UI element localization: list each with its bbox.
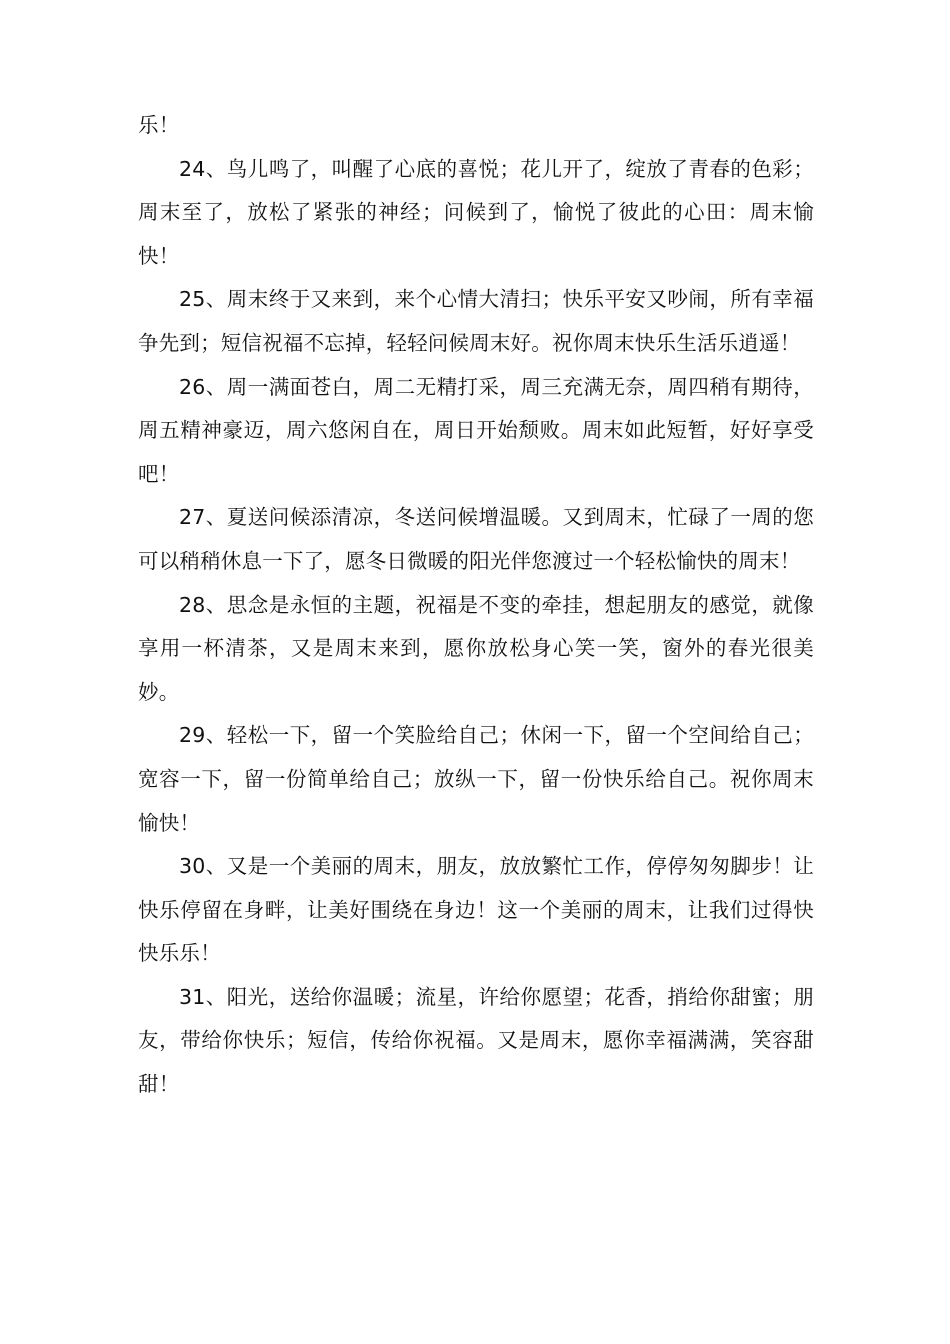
paragraph-25: 25、周末终于又来到，来个心情大清扫；快乐平安又吵闹，所有幸福争先到；短信祝福不忘掉，轻轻问候周末好。祝你周末快乐生活乐逍遥！ [138,287,814,355]
paragraph-27: 27、夏送问候添清凉，冬送问候增温暖。又到周末，忙碌了一周的您可以稍稍休息一下了，愿冬日微暖的阳光伴您渡过一个轻松愉快的周末！ [138,505,814,573]
document-body [138,104,814,1107]
paragraph-30: 30、又是一个美丽的周末，朋友，放放繁忙工作，停停匆匆脚步！让快乐停留在身畔，让美好围绕在身边！这一个美丽的周末，让我们过得快快乐乐！ [138,854,814,966]
paragraph-26: 26、周一满面苍白，周二无精打采，周三充满无奈，周四稍有期待，周五精神豪迈，周六悠闲自在，周日开始颓败。周末如此短暂，好好享受吧！ [138,374,814,486]
paragraph-28: 28、思念是永恒的主题，祝福是不变的牵挂，想起朋友的感觉，就像享用一杯清茶，又是周末来到，愿你放松身心笑一笑，窗外的春光很美妙。 [138,592,814,704]
paragraph-continued: 乐！ [138,113,180,137]
paragraph-29: 29、轻松一下，留一个笑脸给自己；休闲一下，留一个空间给自己；宽容一下，留一份简单给自己；放纵一下，留一份快乐给自己。祝你周末愉快！ [138,723,814,835]
paragraph-24: 24、鸟儿鸣了，叫醒了心底的喜悦；花儿开了，绽放了青春的色彩；周末至了，放松了紧张的神经；问候到了，愉悦了彼此的心田：周末愉快！ [138,156,814,268]
paragraph-31: 31、阳光，送给你温暖；流星，许给你愿望；花香，捎给你甜蜜；朋友，带给你快乐；短信，传给你祝福。又是周末，愿你幸福满满，笑容甜甜！ [138,984,814,1097]
